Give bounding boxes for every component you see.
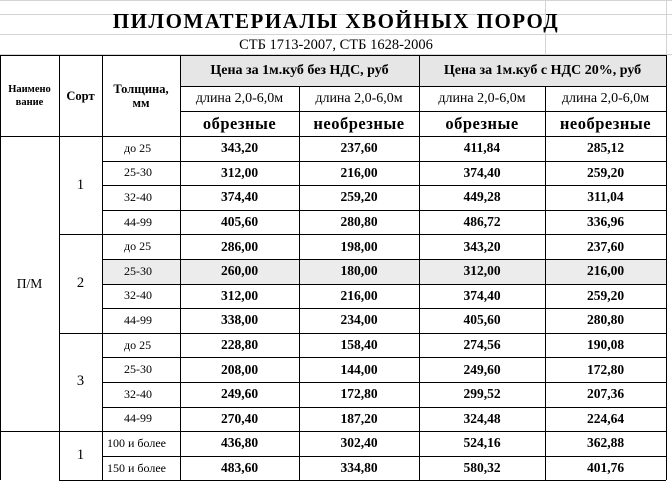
price-cell: 285,12 <box>586 140 625 156</box>
price-cell: 172,80 <box>586 361 625 377</box>
price-cell: 259,20 <box>586 164 625 180</box>
header-edged: обрезные <box>445 113 519 133</box>
price-cell: 198,00 <box>340 238 378 254</box>
price-cell: 190,08 <box>586 337 625 353</box>
header-edged: обрезные <box>202 113 277 133</box>
column-border <box>419 55 420 480</box>
price-cell: 483,60 <box>220 460 259 476</box>
thickness-cell: 32-40 <box>124 189 152 204</box>
price-cell: 312,00 <box>220 287 259 303</box>
thickness-cell: 25-30 <box>124 263 152 278</box>
sort-cell: 1 <box>76 447 85 464</box>
header-sort: Сорт <box>66 88 95 103</box>
price-cell: 237,60 <box>340 140 378 156</box>
thickness-cell: 100 и более <box>107 435 167 450</box>
thickness-cell: 150 и более <box>107 460 167 475</box>
group-border <box>0 431 59 432</box>
group-border <box>59 431 118 432</box>
price-cell: 311,04 <box>587 189 624 205</box>
header-unedged: необрезные <box>559 113 652 133</box>
header-length: длина 2,0-6,0м <box>438 90 526 106</box>
price-cell: 312,00 <box>463 263 501 279</box>
price-cell: 224,64 <box>586 410 625 426</box>
price-cell: 280,80 <box>340 214 378 230</box>
header-unedged: необрезные <box>313 113 405 133</box>
price-cell: 312,00 <box>220 164 259 180</box>
thickness-cell: 32-40 <box>124 386 152 401</box>
thickness-cell: до 25 <box>124 239 152 254</box>
price-cell: 249,60 <box>220 386 259 402</box>
price-cell: 260,00 <box>220 263 259 279</box>
price-cell: 216,00 <box>340 287 378 303</box>
price-cell: 280,80 <box>586 312 625 328</box>
price-cell: 334,80 <box>340 460 378 476</box>
thickness-cell: до 25 <box>124 337 152 352</box>
price-cell: 524,16 <box>463 435 501 451</box>
sort-cell: 1 <box>76 176 85 193</box>
thickness-cell: до 25 <box>124 140 152 155</box>
price-cell: 259,20 <box>586 287 625 303</box>
page-title: ПИЛОМАТЕРИАЛЫ ХВОЙНЫХ ПОРОД <box>112 8 560 33</box>
price-cell: 336,96 <box>586 214 625 230</box>
price-cell: 299,52 <box>463 386 501 402</box>
price-cell: 144,00 <box>340 361 378 377</box>
gridline <box>0 34 672 35</box>
price-cell: 405,60 <box>220 214 259 230</box>
price-cell: 302,40 <box>340 435 378 451</box>
price-cell: 259,20 <box>340 189 378 205</box>
gridline <box>0 0 672 1</box>
price-cell: 449,28 <box>463 189 501 205</box>
price-cell: 234,00 <box>340 312 378 328</box>
price-cell: 228,80 <box>220 337 259 353</box>
column-border <box>666 55 667 480</box>
header-border <box>0 55 666 56</box>
price-cell: 338,00 <box>220 312 259 328</box>
header-name: Наимено вание <box>8 83 51 108</box>
price-cell: 158,40 <box>340 337 378 353</box>
price-cell: 274,56 <box>463 337 501 353</box>
header-length: длина 2,0-6,0м <box>561 90 650 106</box>
price-cell: 343,20 <box>220 140 259 156</box>
price-cell: 374,40 <box>220 189 259 205</box>
header-price-vat: Цена за 1м.куб с НДС 20%, руб <box>443 62 642 78</box>
thickness-cell: 44-99 <box>124 312 152 327</box>
price-cell: 324,48 <box>463 410 501 426</box>
price-cell: 343,20 <box>463 238 501 254</box>
sort-cell: 3 <box>76 373 85 390</box>
thickness-cell: 44-99 <box>124 214 152 229</box>
header-border <box>0 136 666 137</box>
price-cell: 180,00 <box>340 263 378 279</box>
price-cell: 436,80 <box>220 435 259 451</box>
price-cell: 486,72 <box>463 214 501 230</box>
header-border <box>180 111 666 112</box>
header-length: длина 2,0-6,0м <box>315 90 403 106</box>
price-cell: 216,00 <box>340 164 378 180</box>
price-cell: 270,40 <box>220 410 259 426</box>
header-border <box>180 86 666 87</box>
column-border <box>180 55 181 480</box>
price-cell: 216,00 <box>586 263 625 279</box>
header-thickness: Толщина, мм <box>113 81 169 110</box>
column-border <box>102 55 103 480</box>
column-border <box>299 86 300 480</box>
price-cell: 374,40 <box>463 164 501 180</box>
price-cell: 362,88 <box>586 435 625 451</box>
price-cell: 374,40 <box>463 287 501 303</box>
header-length: длина 2,0-6,0м <box>195 90 284 106</box>
sort-cell: 2 <box>76 275 85 292</box>
thickness-cell: 25-30 <box>124 165 152 180</box>
product-name-cell: П/М <box>16 275 43 291</box>
column-border <box>59 55 60 480</box>
header-price-no-vat: Цена за 1м.куб без НДС, руб <box>210 62 389 78</box>
price-cell: 405,60 <box>463 312 501 328</box>
price-cell: 172,80 <box>340 386 378 402</box>
page-subtitle: СТБ 1713-2007, СТБ 1628-2006 <box>239 36 433 53</box>
price-cell: 249,60 <box>463 361 501 377</box>
thickness-cell: 44-99 <box>124 411 152 426</box>
price-cell: 411,84 <box>463 140 501 156</box>
price-cell: 580,32 <box>463 460 501 476</box>
thickness-cell: 32-40 <box>124 288 152 303</box>
column-border <box>545 86 546 480</box>
price-cell: 207,36 <box>586 386 625 402</box>
price-cell: 237,60 <box>586 238 625 254</box>
price-cell: 401,76 <box>586 460 625 476</box>
thickness-cell: 25-30 <box>124 362 152 377</box>
price-cell: 187,20 <box>340 410 378 426</box>
price-cell: 208,00 <box>220 361 259 377</box>
column-border <box>0 55 1 480</box>
price-cell: 286,00 <box>220 238 259 254</box>
